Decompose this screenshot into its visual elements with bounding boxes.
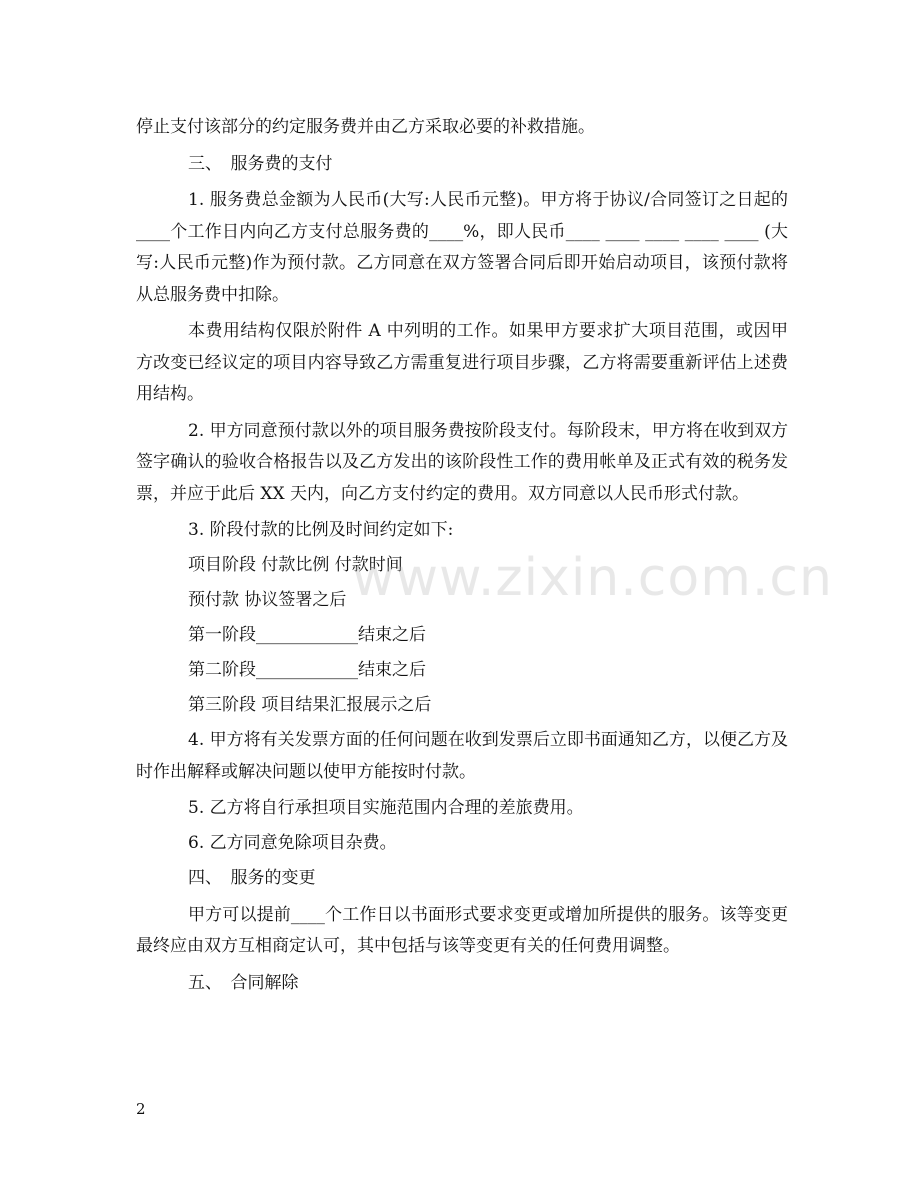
- paragraph: 预付款 协议签署之后: [188, 590, 347, 610]
- paragraph: 第二阶段____________结束之后: [188, 660, 426, 680]
- page-number: 2: [136, 1100, 146, 1118]
- paragraph: 4. 甲方将有关发票方面的任何问题在收到发票后立即书面通知乙方，以便乙方及时作出解释或解决问题以使甲方能按时付款。: [136, 730, 788, 782]
- paragraph: 3. 阶段付款的比例及时间约定如下:: [188, 520, 454, 540]
- section-heading: 五、 合同解除: [188, 972, 299, 993]
- paragraph: 6. 乙方同意免除项目杂费。: [188, 833, 397, 853]
- paragraph: 2. 甲方同意预付款以外的项目服务费按阶段支付。每阶段末，甲方将在收到双方签字确认的验收合格报告以及乙方发出的该阶段性工作的费用帐单及正式有效的税务发票，并应于此后 XX 天内，向乙方支付约定的费用。双方同意以人民币形式付款。: [136, 420, 788, 504]
- watermark: www.zixin.com.cn: [352, 548, 833, 608]
- paragraph: 甲方可以提前____个工作日以书面形式要求变更或增加所提供的服务。该等变更最终应由双方互相商定认可，其中包括与该等变更有关的任何费用调整。: [136, 904, 788, 956]
- paragraph: 5. 乙方将自行承担项目实施范围内合理的差旅费用。: [188, 798, 584, 818]
- paragraph: 项目阶段 付款比例 付款时间: [188, 555, 403, 575]
- paragraph: 本费用结构仅限於附件 A 中列明的工作。如果甲方要求扩大项目范围，或因甲方改变已经议定的项目内容导致乙方需重复进行项目步骤，乙方将需要重新评估上述费用结构。: [136, 321, 788, 404]
- paragraph: 第三阶段 项目结果汇报展示之后: [188, 695, 432, 715]
- paragraph: 第一阶段____________结束之后: [188, 625, 426, 645]
- section-heading: 四、 服务的变更: [188, 868, 316, 888]
- paragraph: 停止支付该部分的约定服务费并由乙方采取必要的补救措施。: [136, 117, 595, 137]
- paragraph: 1. 服务费总金额为人民币(大写:人民币元整)。甲方将于协议/合同签订之日起的____个工作日内向乙方支付总服务费的____%，即人民币____ ____ ____ ____ ____ (大写:人民币元整)作为预付款。乙方同意在双方签署合同后即开始启动项目，该预付款将从总服务费中扣除。: [136, 190, 788, 305]
- section-heading: 三、 服务费的支付: [188, 153, 333, 174]
